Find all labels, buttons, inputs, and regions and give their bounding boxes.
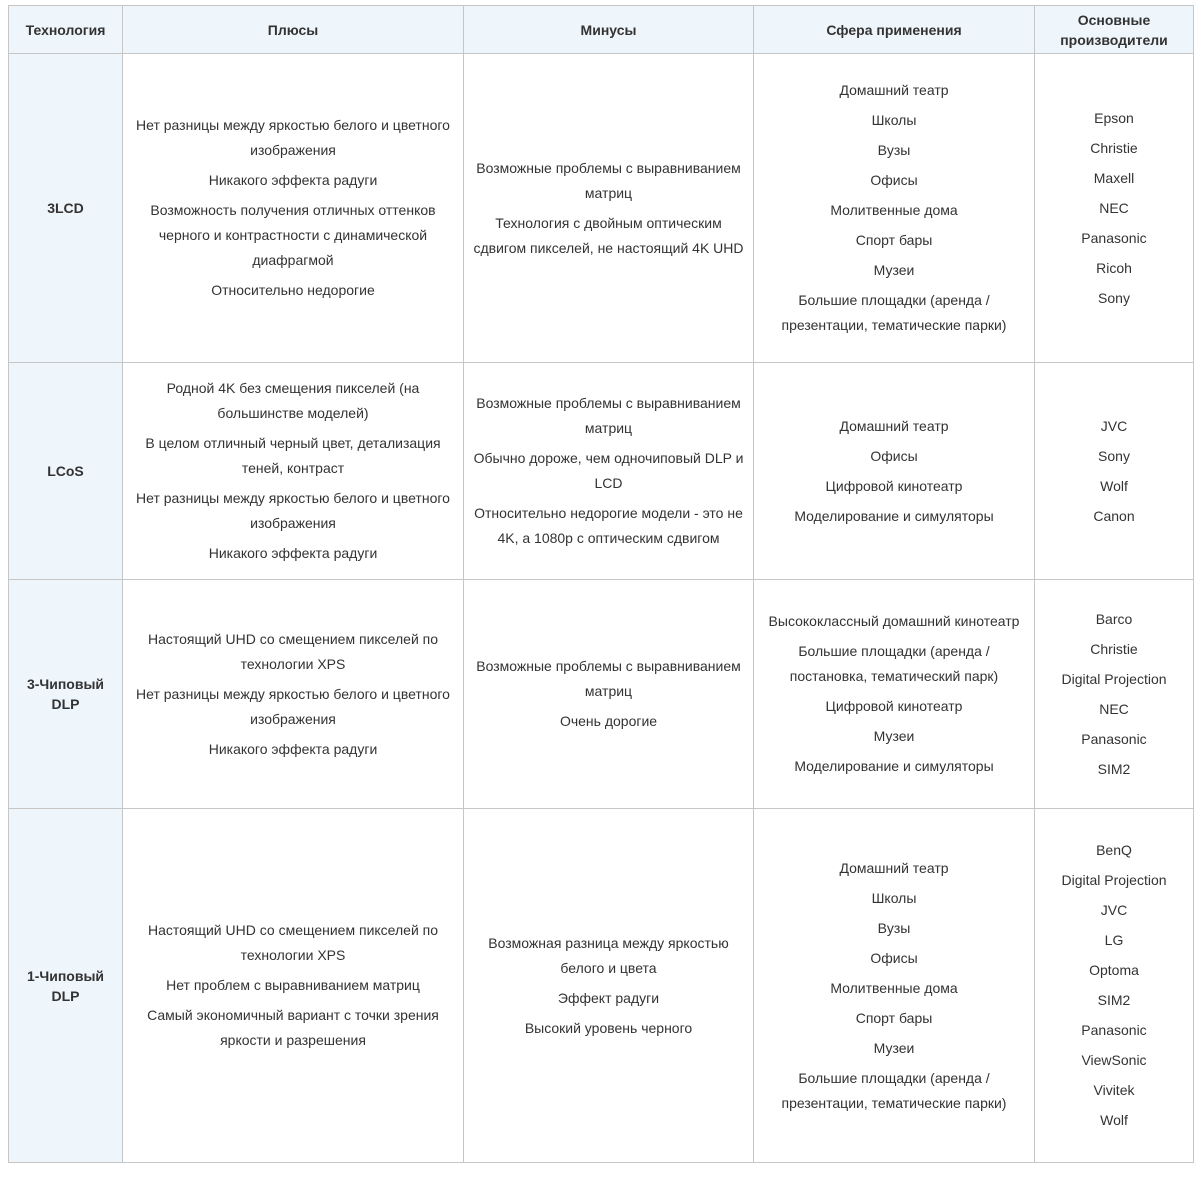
maker-item: Panasonic: [1081, 1022, 1147, 1038]
cons-cell: [464, 54, 754, 363]
maker-item: Panasonic: [1081, 730, 1147, 747]
pros-item: Нет разницы между яркостью белого и цветного изображения: [136, 490, 450, 531]
pros-item: Относительно недорогие: [211, 282, 375, 298]
header-makers: Основные производители: [1035, 6, 1194, 54]
maker-item: Optoma: [1089, 962, 1139, 978]
table-body: [9, 54, 1194, 1163]
table-row: [9, 54, 1194, 363]
maker-item: Canon: [1093, 507, 1135, 524]
pros-item: Настоящий UHD со смещением пикселей по технологии XPS: [147, 630, 439, 672]
pros-item: Нет разницы между яркостью белого и цветного изображения: [136, 117, 450, 158]
pros-item: Никакого эффекта радуги: [208, 545, 378, 561]
use-item: Домашний театр: [839, 82, 949, 98]
use-item: Музеи: [873, 1039, 915, 1056]
table-row: [9, 580, 1194, 809]
use-item: Домашний театр: [839, 859, 949, 876]
use-item: Молитвенные дома: [830, 979, 958, 996]
technology-cell: 1-Чиповый DLP: [9, 809, 123, 1163]
use-item: Вузы: [877, 919, 911, 936]
maker-item: Maxell: [1093, 169, 1135, 186]
use-item: Высококлассный домашний кинотеатр: [768, 613, 1020, 629]
makers-cell: [1035, 363, 1194, 580]
pros-item: Нет разницы между яркостью белого и цветного изображения: [136, 685, 450, 727]
maker-item: Vivitek: [1093, 1082, 1135, 1098]
table-row: [9, 363, 1194, 580]
cons-item: Возможная разница между яркостью белого и цвета: [488, 934, 729, 976]
header-uses: Сфера применения: [754, 6, 1035, 54]
comparison-table-wrapper: [8, 5, 1193, 1163]
use-item: Спорт бары: [855, 232, 933, 248]
pros-cell: [123, 580, 464, 809]
use-item: Музеи: [873, 728, 915, 744]
use-item: Домашний театр: [839, 417, 949, 434]
uses-cell: [754, 809, 1035, 1163]
maker-item: LG: [1104, 932, 1124, 948]
maker-item: NEC: [1099, 700, 1129, 717]
pros-item: Возможность получения отличных оттенков черного и контрастности с динамической диафрагмой: [150, 202, 436, 268]
cons-item: Возможные проблемы с выравниванием матриц: [476, 395, 741, 436]
use-item: Молитвенные дома: [830, 202, 958, 218]
use-item: Офисы: [870, 949, 918, 966]
cons-cell: [464, 363, 754, 580]
maker-item: Digital Projection: [1061, 872, 1167, 888]
use-item: Цифровой кинотеатр: [825, 698, 963, 714]
projector-technology-table: [8, 5, 1194, 1163]
maker-item: Wolf: [1100, 477, 1128, 494]
table-header-row: [9, 6, 1194, 54]
uses-cell: [754, 580, 1035, 809]
cons-item: Высокий уровень черного: [524, 1019, 693, 1036]
pros-cell: [123, 809, 464, 1163]
pros-item: Нет проблем с выравниванием матриц: [166, 977, 420, 993]
maker-item: SIM2: [1097, 760, 1131, 777]
cons-item: Очень дорогие: [559, 713, 658, 729]
use-item: Большие площадки (аренда / презентации, тематические парки): [781, 292, 1007, 333]
pros-item: Никакого эффекта радуги: [208, 740, 378, 757]
uses-cell: [754, 363, 1035, 580]
maker-item: Panasonic: [1081, 229, 1147, 246]
maker-item: JVC: [1100, 902, 1128, 918]
makers-cell: [1035, 809, 1194, 1163]
maker-item: NEC: [1099, 199, 1129, 216]
technology-cell: 3LCD: [9, 54, 123, 363]
maker-item: JVC: [1100, 417, 1128, 434]
table-row: [9, 809, 1194, 1163]
pros-item: Никакого эффекта радуги: [208, 172, 378, 188]
maker-item: Wolf: [1100, 1112, 1128, 1128]
makers-cell: [1035, 54, 1194, 363]
makers-cell: [1035, 580, 1194, 809]
header-technology: Технология: [9, 6, 123, 54]
use-item: Школы: [871, 889, 917, 906]
cons-item: Возможные проблемы с выравниванием матриц: [476, 658, 741, 699]
pros-item: Настоящий UHD со смещением пикселей по технологии XPS: [147, 922, 439, 963]
technology-cell: LCoS: [9, 363, 123, 580]
maker-item: Barco: [1095, 610, 1133, 627]
maker-item: Sony: [1098, 447, 1130, 464]
maker-item: BenQ: [1096, 842, 1132, 858]
use-item: Моделирование и симуляторы: [794, 507, 994, 524]
maker-item: SIM2: [1097, 992, 1131, 1008]
cons-item: Относительно недорогие модели - это не 4K, а 1080p с оптическим сдвигом: [474, 505, 743, 546]
pros-item: В целом отличный черный цвет, детализация теней, контраст: [145, 435, 441, 476]
use-item: Офисы: [870, 447, 918, 464]
cons-item: Возможные проблемы с выравниванием матриц: [476, 159, 741, 201]
use-item: Моделирование и симуляторы: [794, 758, 994, 774]
cons-item: Эффект радуги: [557, 989, 660, 1006]
maker-item: Ricoh: [1096, 259, 1132, 276]
use-item: Школы: [871, 112, 917, 128]
maker-item: Digital Projection: [1061, 670, 1167, 687]
use-item: Офисы: [870, 172, 918, 188]
cons-cell: [464, 809, 754, 1163]
pros-item: Самый экономичный вариант с точки зрения яркости и разрешения: [147, 1007, 439, 1048]
cons-cell: [464, 580, 754, 809]
pros-item: Родной 4K без смещения пикселей (на большинстве моделей): [166, 380, 420, 421]
pros-cell: [123, 363, 464, 580]
use-item: Вузы: [877, 142, 911, 158]
use-item: Спорт бары: [855, 1009, 933, 1026]
use-item: Цифровой кинотеатр: [825, 477, 963, 494]
technology-cell: 3-Чиповый DLP: [9, 580, 123, 809]
maker-item: Christie: [1090, 139, 1138, 156]
maker-item: Sony: [1098, 289, 1130, 306]
header-cons: Минусы: [464, 6, 754, 54]
use-item: Большие площадки (аренда / постановка, тематический парк): [789, 643, 999, 684]
use-item: Музеи: [873, 262, 915, 278]
pros-cell: [123, 54, 464, 363]
header-pros: Плюсы: [123, 6, 464, 54]
cons-item: Обычно дороже, чем одночиповый DLP и LCD: [473, 450, 744, 491]
cons-item: Технология с двойным оптическим сдвигом пикселей, не настоящий 4K UHD: [473, 214, 744, 256]
uses-cell: [754, 54, 1035, 363]
maker-item: Epson: [1094, 109, 1134, 126]
use-item: Большие площадки (аренда / презентации, тематические парки): [781, 1069, 1007, 1111]
maker-item: ViewSonic: [1081, 1052, 1147, 1068]
maker-item: Christie: [1090, 640, 1138, 657]
